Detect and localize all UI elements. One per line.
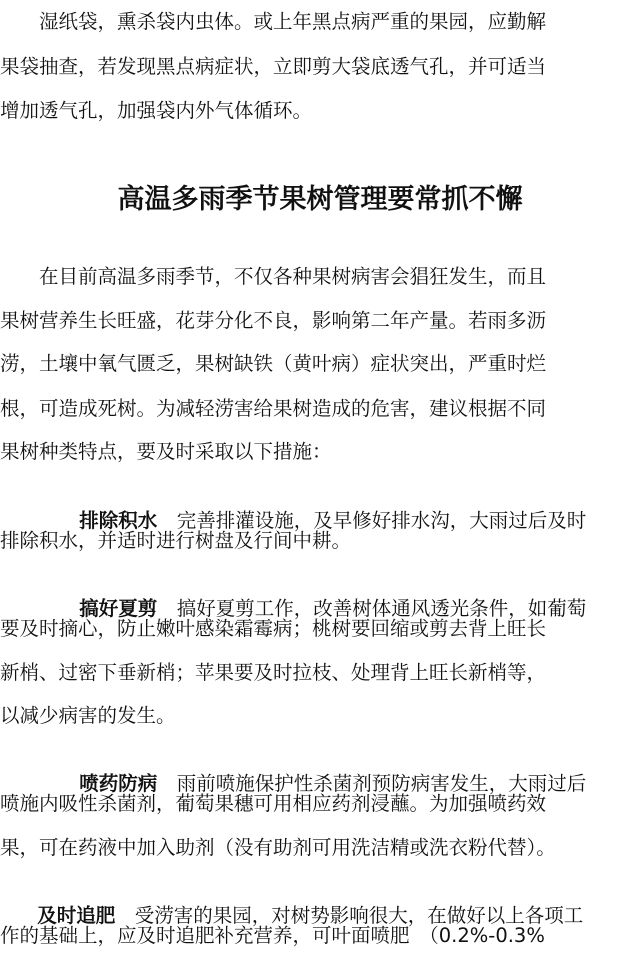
measure-heading: 喷药防病 [79,772,158,795]
paragraph-line: 以减少病害的发生。 [0,704,176,727]
paragraph-line: 在目前高温多雨季节，不仅各种果树病害会猖狂发生，而且 [0,265,547,288]
paragraph-line: 湿纸袋，熏杀袋内虫体。或上年黑点病严重的果园，应勤解 [0,10,547,33]
paragraph-line: 喷施内吸性杀菌剂，葡萄果穗可用相应药剂浸蘸。为加强喷药效 [0,792,547,815]
paragraph-line: 果，可在药液中加入助剂（没有助剂可用洗洁精或洗衣粉代替）。 [0,836,556,859]
paragraph-line: 新梢、过密下垂新梢；苹果要及时拉枝、处理背上旺长新梢等， [0,661,547,684]
paragraph-line: 作的基础上，应及时追肥补充营养，可叶面喷肥 （0.2%-0.3% [0,924,545,947]
paragraph-line: 果袋抽查，若发现黑点病症状，立即剪大袋底透气孔，并可适当 [0,55,547,78]
paragraph-line: 排除积水，并适时进行树盘及行间中耕。 [0,529,352,552]
measure-text: 受涝害的果园，对树势影响很大，在做好以上各项工 [115,904,584,927]
measure-text: 完善排灌设施，及早修好排水沟，大雨过后及时 [157,509,587,532]
paragraph-line: 涝，土壤中氧气匮乏，果树缺铁（黄叶病）症状突出，严重时烂 [0,352,547,375]
measure-heading: 及时追肥 [37,904,116,927]
measure-text: 雨前喷施保护性杀菌剂预防病害发生，大雨过后 [157,772,587,795]
article-title: 高温多雨季节果树管理要常抓不懈 [117,184,523,215]
paragraph-line: 果树种类特点，要及时采取以下措施： [0,440,332,463]
measure-text: 搞好夏剪工作，改善树体通风透光条件，如葡萄 [157,597,587,620]
paragraph-line: 要及时摘心，防止嫩叶感染霜霉病；桃树要回缩或剪去背上旺长 [0,617,547,640]
measure-heading: 搞好夏剪 [79,597,158,620]
paragraph-line: 根，可造成死树。为减轻涝害给果树造成的危害，建议根据不同 [0,397,547,420]
paragraph-line: 果树营养生长旺盛，花芽分化不良，影响第二年产量。若雨多沥 [0,309,547,332]
measure-heading: 排除积水 [79,509,158,532]
paragraph-line: 增加透气孔，加强袋内外气体循环。 [0,99,313,122]
